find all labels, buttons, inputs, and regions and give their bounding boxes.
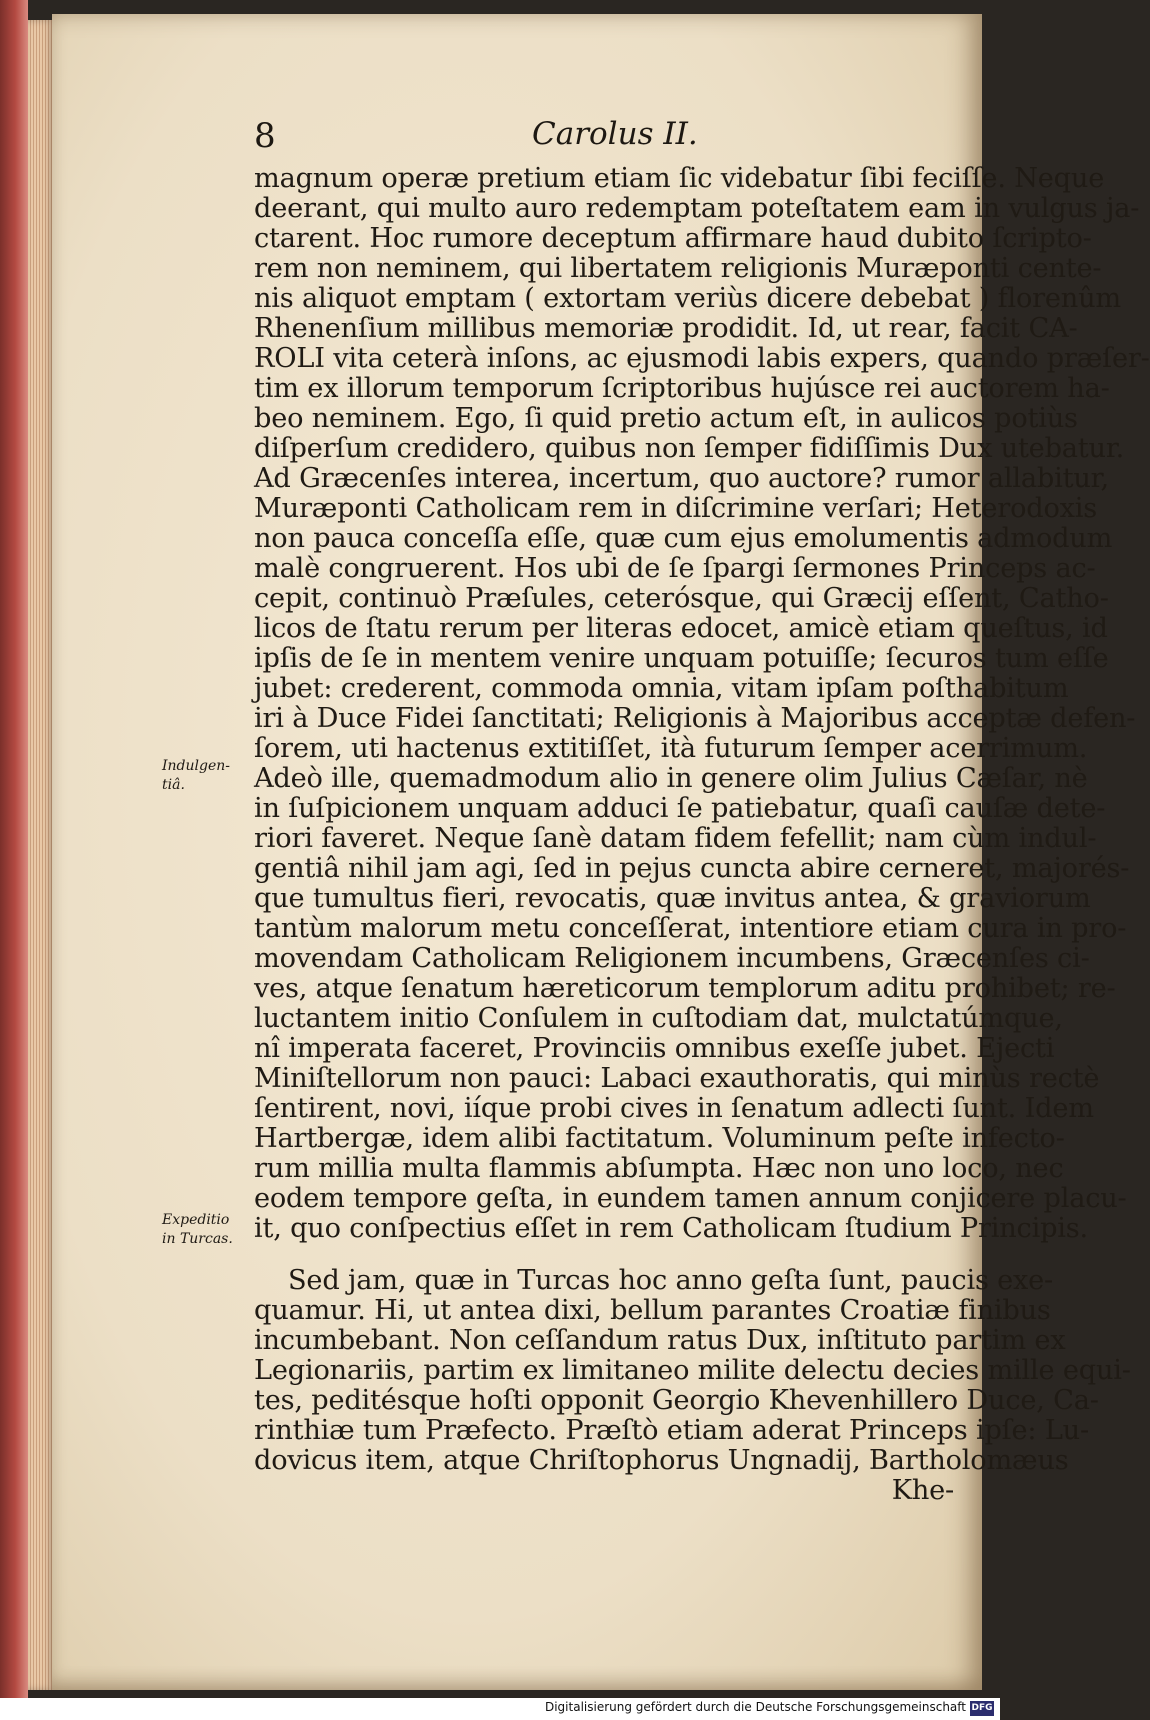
text-line: tantùm malorum metu conceſſerat, intentiore etiam cura in pro-	[254, 913, 1127, 944]
dfg-logo-icon: DFG	[970, 1701, 994, 1716]
text-line: magnum operæ pretium etiam ſic videbatur ſibi feciſſe. Neque	[254, 163, 1105, 194]
margin-note-expeditio	[162, 1211, 252, 1249]
book-page	[52, 14, 1150, 1690]
text-line: gentiâ nihil jam agi, ſed in pejus cuncta abire cerneret, majorés-	[254, 853, 1130, 884]
page-block-edge	[28, 20, 54, 1690]
margin-note-indulgentia	[162, 757, 252, 795]
running-head: Carolus II.	[532, 116, 698, 152]
text-line: cepit, continuò Præſules, ceterósque, qui Græcij eſſent, Catho-	[254, 583, 1109, 614]
text-line: tim ex illorum temporum ſcriptoribus hujúsce rei auctorem ha-	[254, 373, 1110, 404]
text-line: luctantem initio Conſulem in cuſtodiam dat, mulctatúmque,	[254, 1003, 1063, 1034]
text-line: tes, peditésque hoſti opponit Georgio Khevenhillero Duce, Ca-	[254, 1385, 1099, 1416]
text-line: nî imperata faceret, Provinciis omnibus exeſſe jubet. Ejecti	[254, 1033, 1055, 1064]
text-line: Muræponti Catholicam rem in diſcrimine verſari; Heterodoxis	[254, 493, 1098, 524]
catchword: Khe-	[891, 1475, 954, 1506]
text-line: nis aliquot emptam ( extortam veriùs dicere debebat ) florenûm	[254, 283, 1122, 314]
text-line: jubet: crederent, commoda omnia, vitam ipſam poſthabitum	[254, 673, 1069, 704]
text-line: licos de ſtatu rerum per literas edocet, amicè etiam queſtus, id	[254, 613, 1108, 644]
margin-note-line: Indulgen-	[162, 758, 230, 774]
margin-note-line: Expeditio	[162, 1212, 230, 1228]
page-header	[52, 116, 982, 166]
text-line: Hartbergæ, idem alibi factitatum. Voluminum peſte infecto-	[254, 1123, 1065, 1154]
text-line: Adeò ille, quemadmodum alio in genere olim Julius Cæſar, nè	[254, 763, 1088, 794]
text-line: Sed jam, quæ in Turcas hoc anno geſta ſunt, paucis exe-	[288, 1265, 1054, 1296]
text-line: Legionariis, partim ex limitaneo milite delectu decies mille equi-	[254, 1355, 1131, 1386]
text-line: it, quo conſpectius eſſet in rem Catholicam ſtudium Principis.	[254, 1213, 1088, 1244]
body-text	[254, 163, 1150, 1506]
text-line: ſorem, uti hactenus extitiſſet, ità futurum ſemper acerrimum.	[254, 733, 1088, 764]
paragraph-gap	[254, 1244, 954, 1266]
text-line: quamur. Hi, ut antea dixi, bellum parantes Croatiæ finibus	[254, 1295, 1051, 1326]
margin-note-line: tiâ.	[162, 777, 185, 793]
text-line: Miniſtellorum non pauci: Labaci exauthoratis, qui minùs rectè	[254, 1063, 1100, 1094]
text-line: deerant, qui multo auro redemptam poteſtatem eam in vulgus ja-	[254, 193, 1140, 224]
text-line: movendam Catholicam Religionem incumbens, Græcenſes ci-	[254, 943, 1090, 974]
text-line: Rhenenſium millibus memoriæ prodidit. Id, ut rear, facit CA-	[254, 313, 1078, 344]
text-line: eodem tempore geſta, in eundem tamen annum conjicere placu-	[254, 1183, 1127, 1214]
digitization-footer	[0, 1698, 1000, 1720]
text-line: ſentirent, novi, iíque probi cives in ſenatum adlecti ſunt. Idem	[254, 1093, 1094, 1124]
margin-note-line: in Turcas.	[162, 1231, 233, 1247]
text-line: malè congruerent. Hos ubi de ſe ſpargi ſermones Princeps ac-	[254, 553, 1096, 584]
text-line: diſperſum credidero, quibus non ſemper fidiſſimis Dux utebatur.	[254, 433, 1125, 464]
text-line: in ſuſpicionem unquam adduci ſe patiebatur, quaſi cauſæ dete-	[254, 793, 1106, 824]
page-number: 8	[254, 116, 276, 156]
text-line: Ad Græcenſes interea, incertum, quo auctore? rumor allabitur,	[254, 463, 1109, 494]
book-cover-edge	[0, 0, 28, 1720]
text-line: ves, atque ſenatum hæreticorum templorum aditu prohibet; re-	[254, 973, 1116, 1004]
text-line: rum millia multa flammis abſumpta. Hæc non uno loco, nec	[254, 1153, 1064, 1184]
text-line: dovicus item, atque Chriſtophorus Ungnadij, Bartholomæus	[254, 1445, 1069, 1476]
text-line: ctarent. Hoc rumore deceptum affirmare haud dubito ſcripto-	[254, 223, 1092, 254]
footer-credit: Digitalisierung gefördert durch die Deutsche Forschungsgemeinschaft	[544, 1700, 966, 1714]
text-line: rem non neminem, qui libertatem religionis Muræponti cente-	[254, 253, 1102, 284]
text-line: ipſis de ſe in mentem venire unquam potuiſſe; ſecuros tum eſſe	[254, 643, 1109, 674]
text-line: rinthiæ tum Præfecto. Præſtò etiam aderat Princeps ipſe: Lu-	[254, 1415, 1089, 1446]
text-line: ROLI vita ceterà inſons, ac ejusmodi labis expers, quando præſer-	[254, 343, 1150, 374]
text-line: riori faveret. Neque ſanè datam fidem fefellit; nam cùm indul-	[254, 823, 1097, 854]
text-line: incumbebant. Non ceſſandum ratus Dux, inſtituto partim ex	[254, 1325, 1066, 1356]
text-line: beo neminem. Ego, ſi quid pretio actum eſt, in aulicos potiùs	[254, 403, 1078, 434]
text-line: iri à Duce Fidei ſanctitati; Religionis à Majoribus acceptæ defen-	[254, 703, 1136, 734]
text-line: que tumultus fieri, revocatis, quæ invitus antea, & graviorum	[254, 883, 1091, 914]
text-line: non pauca conceſſa eſſe, quæ cum ejus emolumentis admodum	[254, 523, 1113, 554]
